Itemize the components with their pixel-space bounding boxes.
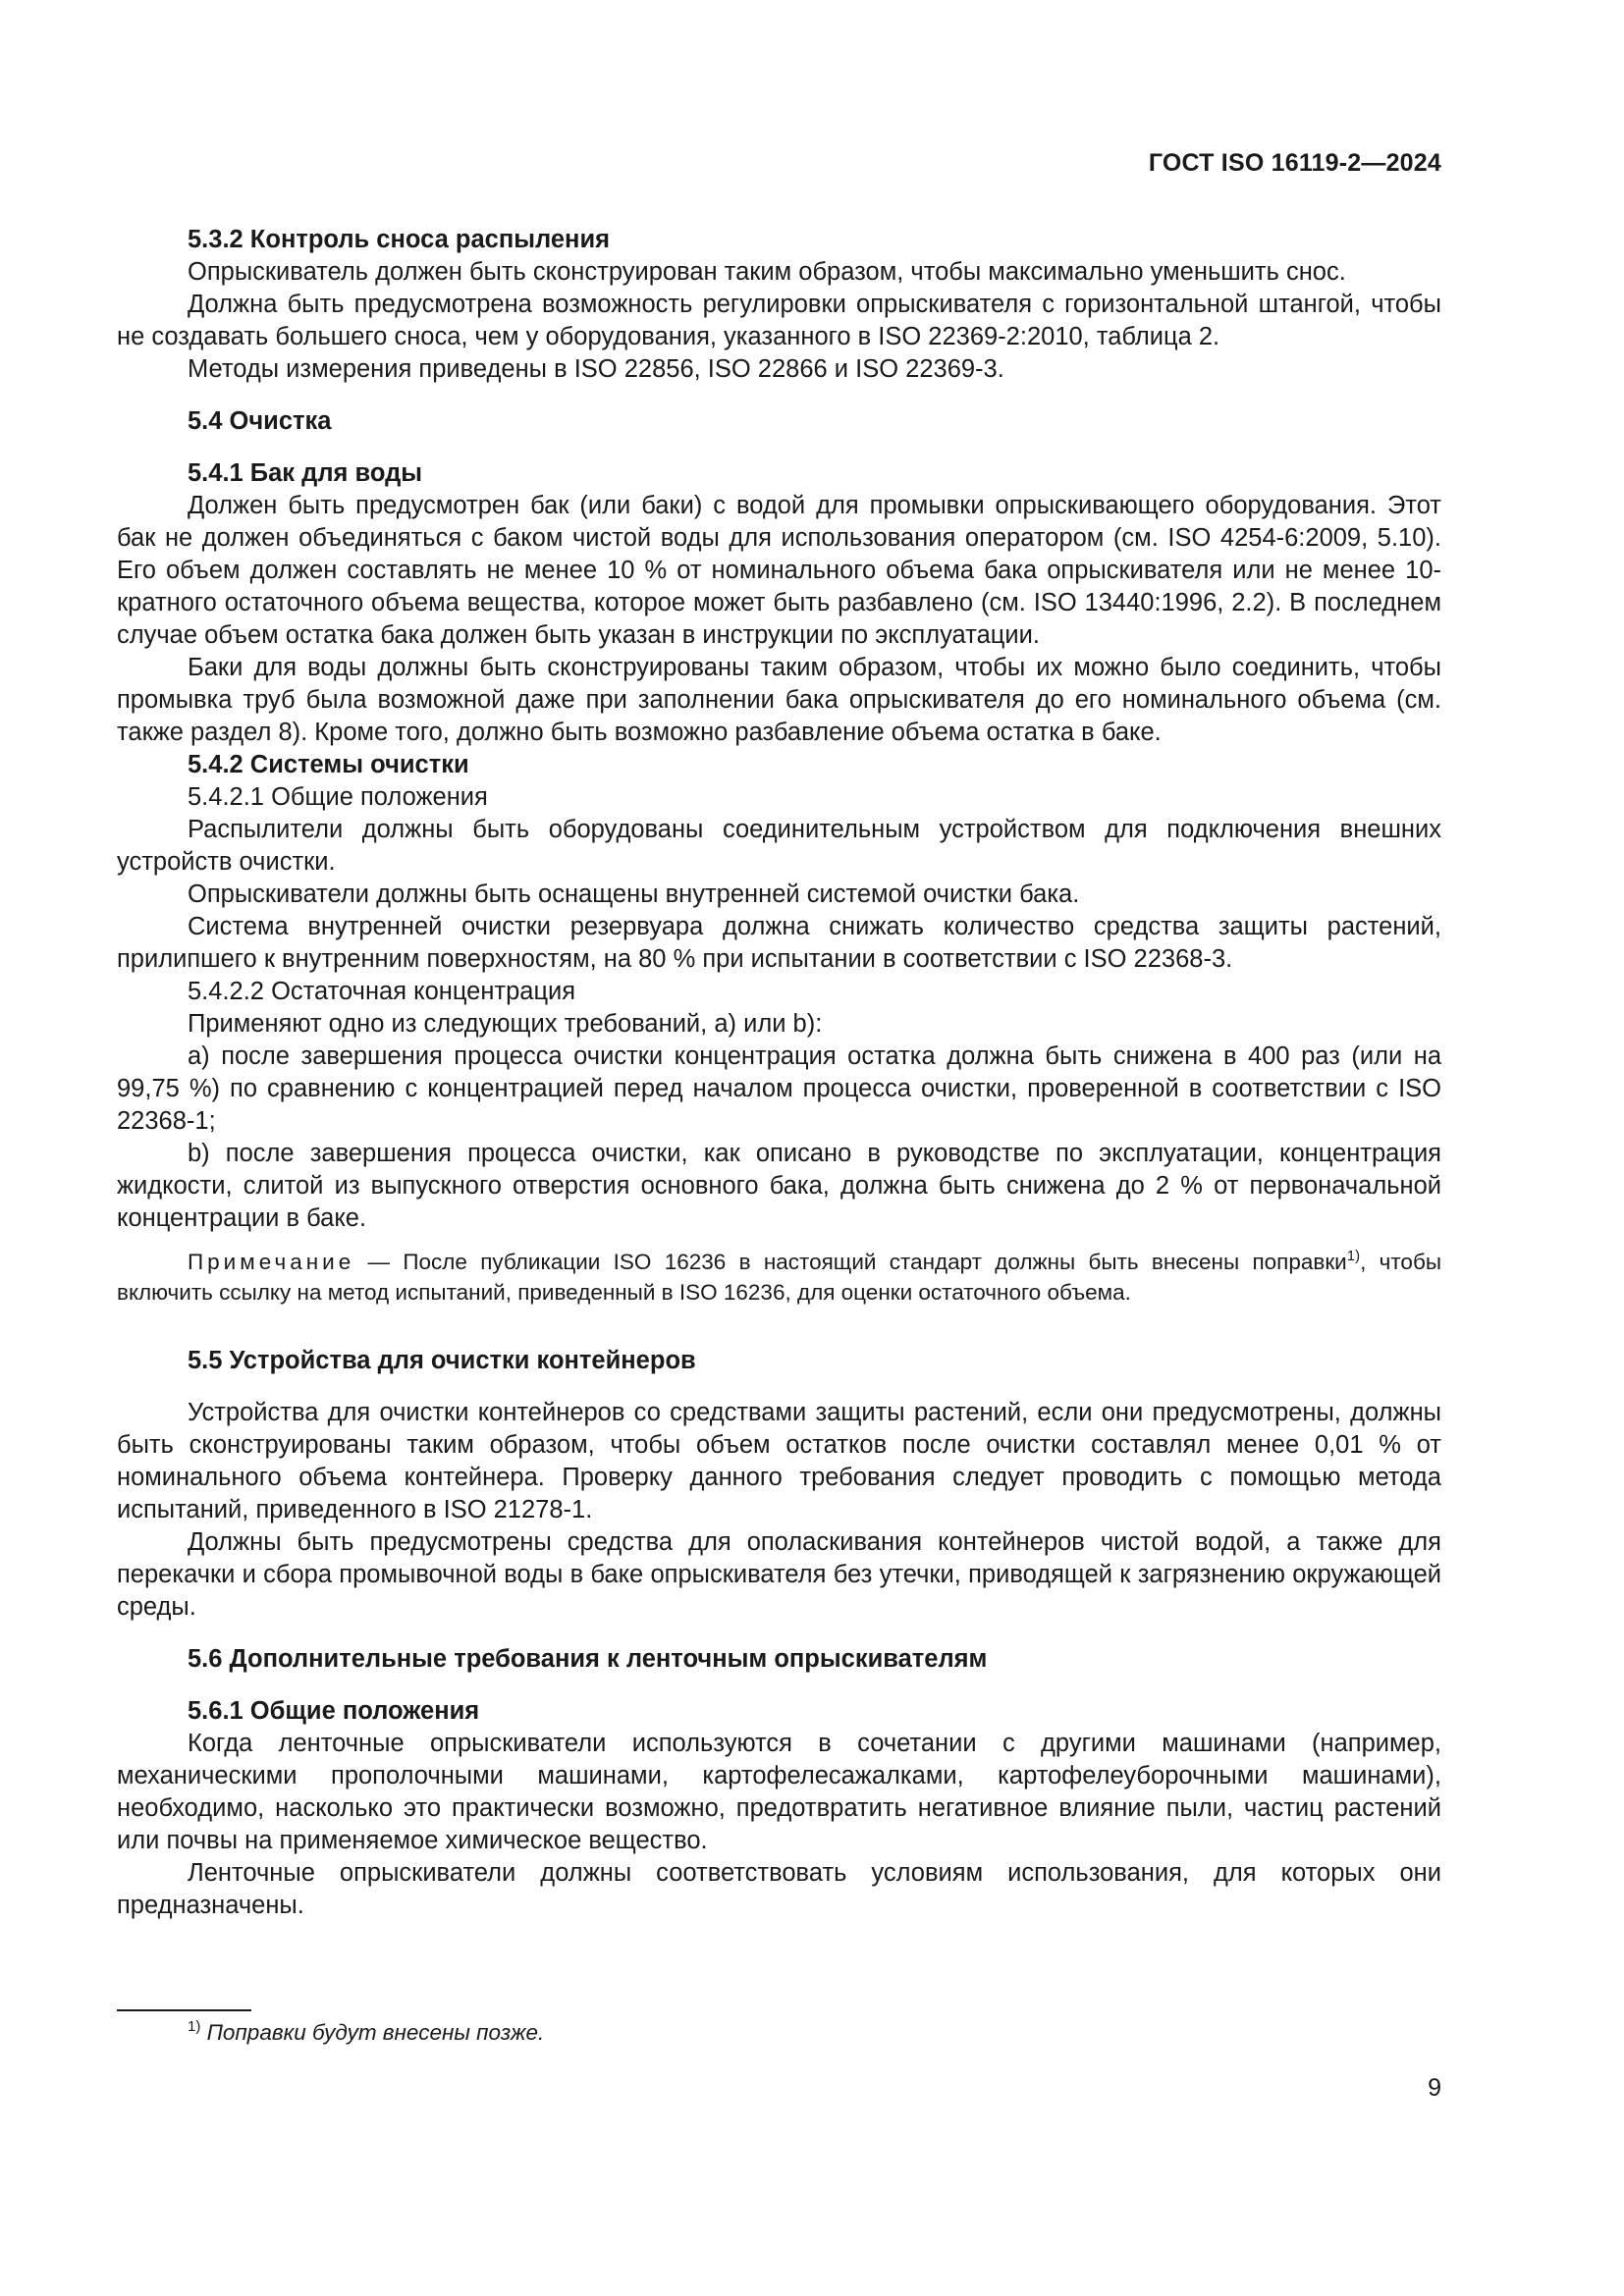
paragraph: Ленточные опрыскиватели должны соответствовать условиям использования, для которых они предназначены. <box>117 1859 1441 1919</box>
paragraph: Применяют одно из следующих требований, a) или b): <box>188 1010 823 1038</box>
heading-5-6: 5.6 Дополнительные требования к ленточным опрыскивателям <box>188 1645 988 1673</box>
paragraph: Баки для воды должны быть сконструированы таким образом, чтобы их можно было соединить, чтобы промывка труб была возможной даже при заполнении бака опрыскивателя до его номинального объема (см. также раздел 8). Кроме того, должно быть возможно разбавление объема остатка в баке. <box>117 654 1441 746</box>
footnote-reference: 1) <box>1346 1248 1361 1264</box>
heading-5-3-2: 5.3.2 Контроль сноса распыления <box>188 226 611 253</box>
document-body <box>117 224 1441 1922</box>
note-label: Примечание <box>188 1250 355 1274</box>
heading-5-6-1: 5.6.1 Общие положения <box>188 1697 480 1725</box>
page-number: 9 <box>1428 2074 1441 2102</box>
footnote-divider <box>117 2009 251 2011</box>
list-item-b: b) после завершения процесса очистки, как описано в руководстве по эксплуатации, концентрация жидкости, слитой из выпускного отверстия основного бака, должна быть снижена до 2 % от первоначальной концентрации в баке. <box>117 1140 1441 1232</box>
paragraph: Опрыскиватели должны быть оснащены внутренней системой очистки бака. <box>188 881 1080 908</box>
paragraph: Должны быть предусмотрены средства для ополаскивания контейнеров чистой водой, а также для перекачки и сбора промывочной воды в баке опрыскивателя без утечки, приводящей к загрязнению окружающей среды. <box>117 1528 1441 1621</box>
paragraph: Распылители должны быть оборудованы соединительным устройством для подключения внешних устройств очистки. <box>117 816 1441 876</box>
paragraph: Должен быть предусмотрен бак (или баки) с водой для промывки опрыскивающего оборудования. Этот бак не должен объединяться с баком чистой воды для использования оператором (см. ISO 4254-6:2009, 5.10). Его объем должен составлять не менее 10 % от номинального объема бака опрыскивателя или не менее 10-кратного остаточного объема вещества, которое может быть разбавлено (см. ISO 13440:1996, 2.2). В последнем случае объем остатка бака должен быть указан в инструкции по эксплуатации. <box>117 492 1441 649</box>
heading-5-4: 5.4 Очистка <box>188 407 332 435</box>
paragraph: Опрыскиватель должен быть сконструирован таким образом, чтобы максимально уменьшить снос. <box>188 258 1346 286</box>
footnote-marker: 1) <box>188 2018 201 2035</box>
subheading-5-4-2-1: 5.4.2.1 Общие положения <box>188 783 488 811</box>
list-item-a: a) после завершения процесса очистки концентрация остатка должна быть снижена в 400 раз (или на 99,75 %) по сравнению с концентрацией перед началом процесса очистки, проверенной в соответствии с ISO 22368-1; <box>117 1042 1441 1135</box>
note-text-continued: , чтобы включить ссылку на метод испытаний, приведенный в ISO 16236, для оценки остаточного объема. <box>117 1250 1441 1305</box>
paragraph: Система внутренней очистки резервуара должна снижать количество средства защиты растений, прилипшего к внутренним поверхностям, на 80 % при испытании в соответствии с ISO 22368-3. <box>117 913 1441 973</box>
subheading-5-4-2-2: 5.4.2.2 Остаточная концентрация <box>188 978 576 1005</box>
note-text: — После публикации ISO 16236 в настоящий стандарт должны быть внесены поправки <box>354 1250 1347 1274</box>
heading-5-4-1: 5.4.1 Бак для воды <box>188 459 423 487</box>
paragraph: Когда ленточные опрыскиватели используются в сочетании с другими машинами (например, механическими прополочными машинами, картофелесажалками, картофелеуборочными машинами), необходимо, насколько это практически возможно, предотвратить негативное влияние пыли, частиц растений или почвы на применяемое химическое вещество. <box>117 1730 1441 1854</box>
paragraph: Должна быть предусмотрена возможность регулировки опрыскивателя с горизонтальной штангой, чтобы не создавать большего сноса, чем у оборудования, указанного в ISO 22369-2:2010, таблица 2. <box>117 291 1441 350</box>
footnote <box>188 2020 544 2046</box>
footnote-text: Поправки будут внесены позже. <box>206 2020 545 2045</box>
heading-5-4-2: 5.4.2 Системы очистки <box>188 751 469 778</box>
heading-5-5: 5.5 Устройства для очистки контейнеров <box>188 1347 696 1374</box>
document-id-header: ГОСТ ISO 16119-2—2024 <box>1148 149 1441 177</box>
paragraph: Устройства для очистки контейнеров со средствами защиты растений, если они предусмотрены, должны быть сконструированы таким образом, чтобы объем остатков после очистки составлял менее 0,01 % от номинального объема контейнера. Проверку данного требования следует проводить с помощью метода испытаний, приведенного в ISO 21278-1. <box>117 1399 1441 1523</box>
note-paragraph <box>117 1247 1441 1308</box>
paragraph: Методы измерения приведены в ISO 22856, ISO 22866 и ISO 22369-3. <box>188 355 1004 383</box>
